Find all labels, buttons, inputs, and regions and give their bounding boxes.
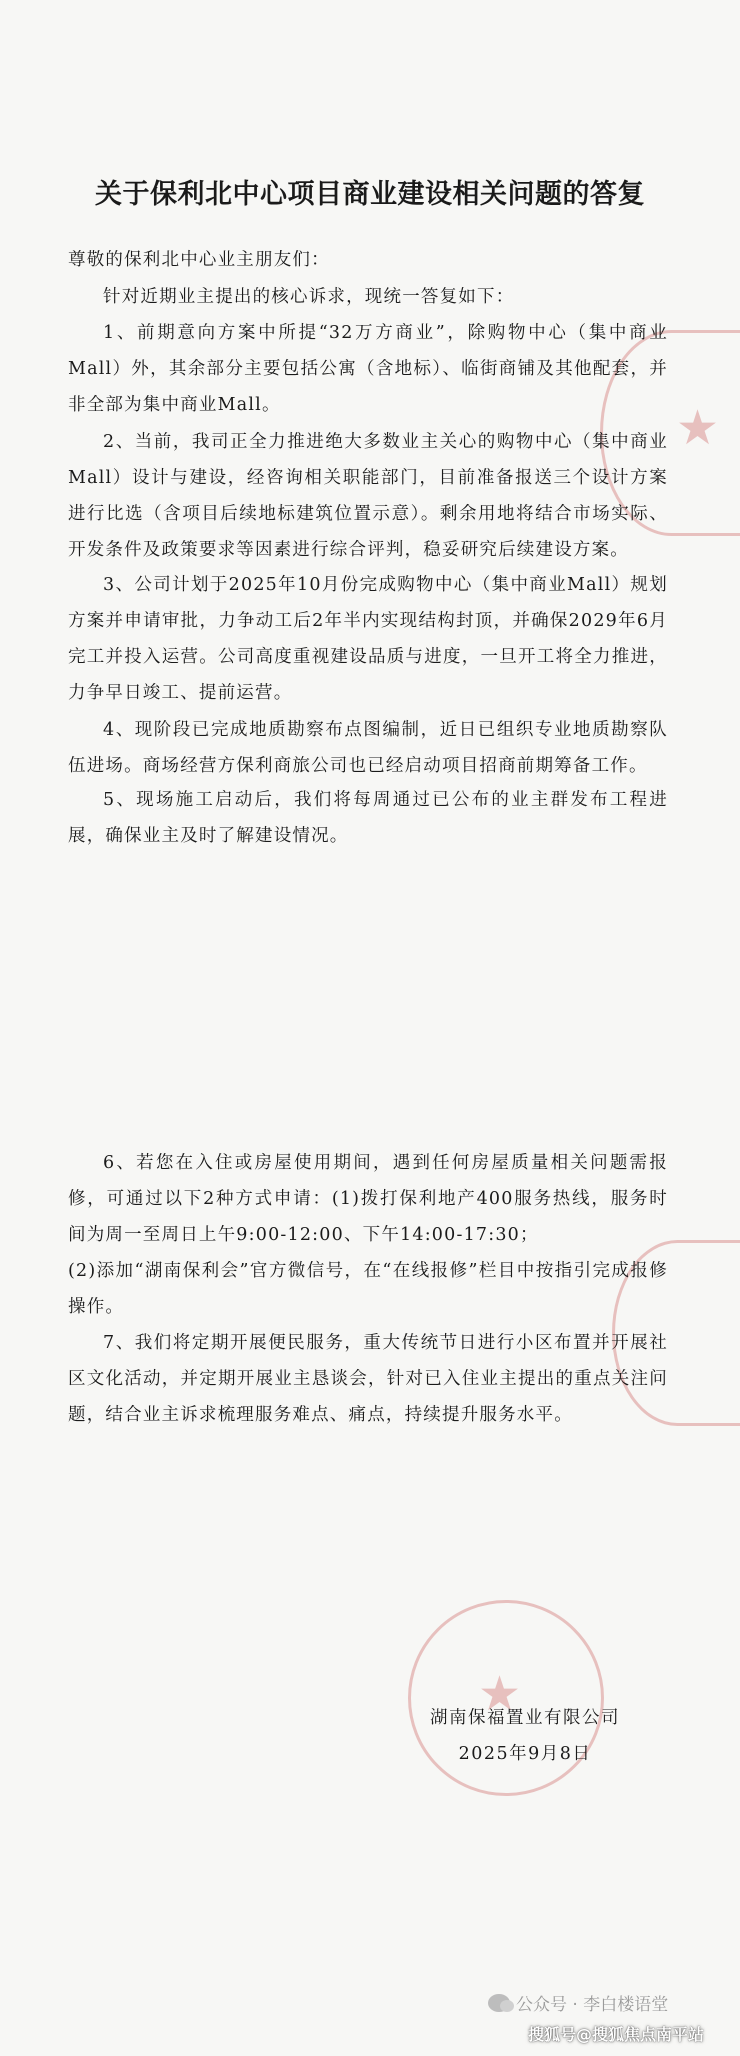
paragraph-6: 6、若您在入住或房屋使用期间，遇到任何房屋质量相关问题需报修，可通过以下2种方式申请：(1)拨打保利地产400服务热线，服务时间为周一至周日上午9:00-12:00、下午14:00-17:30； — [68, 1153, 668, 1245]
sohu-watermark: 搜狐号@搜狐焦点南平站 — [528, 2025, 705, 2044]
seal-star-icon: ★ — [478, 1666, 522, 1722]
signature-block — [430, 1700, 620, 1772]
paragraph-4: 4、现阶段已完成地质勘察布点图编制，近日已组织专业地质勘察队伍进场。商场经营方保利商旅公司也已经启动项目招商前期筹备工作。 — [68, 720, 668, 776]
paragraph-1: 1、前期意向方案中所提“32万方商业”，除购物中心（集中商业Mall）外，其余部分主要包括公寓（含地标）、临街商铺及其他配套，并非全部为集中商业Mall。 — [68, 323, 668, 415]
document-title: 关于保利北中心项目商业建设相关问题的答复 — [95, 179, 645, 210]
salutation: 尊敬的保利北中心业主朋友们： — [68, 250, 330, 270]
signature-date: 2025年9月8日 — [458, 1744, 592, 1764]
paragraph-7: 7、我们将定期开展便民服务，重大传统节日进行小区布置并开展社区文化活动，并定期开展业主恳谈会，针对已入住业主提出的重点关注问题，结合业主诉求梳理服务难点、痛点，持续提升服务水平。 — [68, 1333, 668, 1425]
wechat-account-label[interactable] — [488, 1990, 668, 2015]
signature-company: 湖南保福置业有限公司 — [430, 1708, 620, 1728]
intro-line: 针对近期业主提出的核心诉求，现统一答复如下： — [103, 287, 515, 307]
seal-star-icon: ★ — [676, 400, 720, 456]
paragraph-5: 5、现场施工启动后，我们将每周通过已公布的业主群发布工程进展，确保业主及时了解建设情况。 — [68, 790, 668, 846]
paragraph-2: 2、当前，我司正全力推进绝大多数业主关心的购物中心（集中商业Mall）设计与建设，经咨询相关职能部门，目前准备报送三个设计方案进行比选（含项目后续地标建筑位置示意）。剩余用地将结合市场实际、开发条件及政策要求等因素进行综合评判，稳妥研究后续建设方案。 — [68, 432, 668, 560]
wechat-account-name: 公众号 · 李白楼语堂 — [516, 1995, 669, 2015]
paragraph-6-method-2: (2)添加“湖南保利会”官方微信号，在“在线报修”栏目中按指引完成报修操作。 — [68, 1261, 668, 1317]
paragraph-3: 3、公司计划于2025年10月份完成购物中心（集中商业Mall）规划方案并申请审批，力争动工后2年半内实现结构封顶，并确保2029年6月完工并投入运营。公司高度重视建设品质与进度，一旦开工将全力推进，力争早日竣工、提前运营。 — [68, 575, 668, 703]
wechat-icon — [488, 1994, 510, 2012]
